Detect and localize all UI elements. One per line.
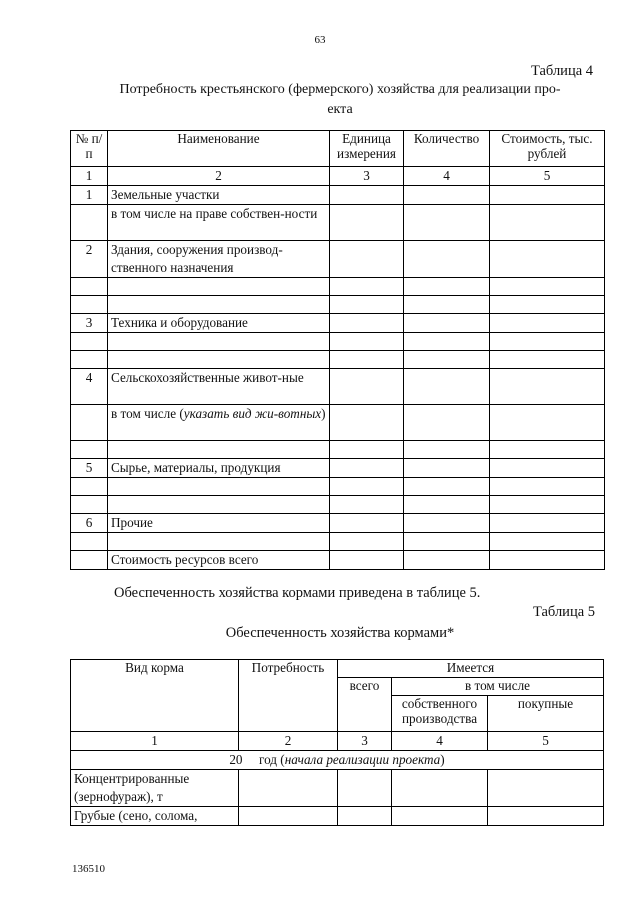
table4-cell [404, 405, 490, 441]
table4-row-name [108, 186, 330, 205]
table4-row [71, 186, 605, 205]
table4-cell [490, 459, 605, 478]
table4-row-name [108, 333, 330, 351]
table5-colnum: 4 [392, 732, 488, 751]
table4-row [71, 241, 605, 278]
table4-row-num [71, 405, 108, 441]
table5-header-total: всего [338, 678, 392, 732]
table4-row-num: 4 [71, 369, 108, 405]
table5-header-row1 [71, 660, 604, 678]
table4-row-name-text: Прочие [111, 515, 153, 530]
table4-row-num: 6 [71, 514, 108, 533]
table4-cell [330, 333, 404, 351]
table4-row [71, 533, 605, 551]
table5-header-available: Имеется [338, 660, 604, 678]
table4-cell [404, 441, 490, 459]
table5-row [71, 770, 604, 807]
table4-row-name [108, 205, 330, 241]
table4-row-name [108, 296, 330, 314]
table4-row-num [71, 533, 108, 551]
table4-row-name [108, 314, 330, 333]
table4-cell [330, 205, 404, 241]
table4-cell [330, 241, 404, 278]
table4-cell [490, 314, 605, 333]
table4-cell [404, 459, 490, 478]
table5-year-cell [71, 751, 604, 770]
table5-colnum: 1 [71, 732, 239, 751]
table4-cell [404, 333, 490, 351]
table5-cell [392, 807, 488, 826]
table4-header-qty: Количество [404, 131, 490, 167]
table4-row [71, 351, 605, 369]
table4-cell [490, 351, 605, 369]
table4-row-name [108, 278, 330, 296]
table4-cell [404, 314, 490, 333]
table4-cell [330, 296, 404, 314]
table4-body [71, 186, 605, 570]
table4-cell [404, 478, 490, 496]
table4-colnum: 4 [404, 167, 490, 186]
table4-cell [404, 496, 490, 514]
table4-cell [490, 514, 605, 533]
table5-row-name: Концентрированные (зернофураж), т [71, 770, 239, 807]
table4-row-num [71, 333, 108, 351]
table4-cell [330, 314, 404, 333]
table4-row [71, 333, 605, 351]
table4-cell [490, 551, 605, 570]
table4-row-name [108, 441, 330, 459]
table4-colnum: 1 [71, 167, 108, 186]
table4-header-row [71, 131, 605, 167]
table4-column-numbers [71, 167, 605, 186]
table4-row-num [71, 205, 108, 241]
table4-row-num [71, 496, 108, 514]
table4-row-num: 3 [71, 314, 108, 333]
table4-row-name-text: Стоимость ресурсов всего [111, 552, 259, 567]
table4-colnum: 3 [330, 167, 404, 186]
table4-row [71, 551, 605, 570]
table4-cell [330, 514, 404, 533]
year-suffix: ) [440, 752, 445, 767]
table4-title-line1: Потребность крестьянского (фермерского) хозяйства для реализации про- [119, 82, 561, 97]
table4-row-num [71, 551, 108, 570]
table4-cell [490, 405, 605, 441]
table5-header-bought: покупные [488, 696, 604, 732]
year-blank [243, 752, 256, 767]
table4-title [60, 80, 620, 120]
table4-cell [490, 333, 605, 351]
table4-cell [404, 514, 490, 533]
table5-header-feed: Вид корма [71, 660, 239, 732]
table4-row [71, 514, 605, 533]
year-prefix: 20 [229, 752, 243, 767]
table4-row-name [108, 405, 330, 441]
table4-row-name [108, 478, 330, 496]
table4-row-num [71, 278, 108, 296]
table4-cell [330, 459, 404, 478]
table4 [70, 130, 605, 570]
table4-row [71, 478, 605, 496]
table5-row [71, 807, 604, 826]
table4-colnum: 2 [108, 167, 330, 186]
table4-header-num: № п/п [71, 131, 108, 167]
table4-cell [490, 496, 605, 514]
table4-cell [404, 551, 490, 570]
table4-colnum: 5 [490, 167, 605, 186]
table4-cell [330, 496, 404, 514]
table4-cell [490, 478, 605, 496]
table4-cell [330, 551, 404, 570]
table5-title: Обеспеченность хозяйства кормами* [225, 625, 455, 641]
table5-cell [239, 807, 338, 826]
table4-cell [490, 533, 605, 551]
table4-row [71, 205, 605, 241]
table4-cell [490, 241, 605, 278]
table4-cell [404, 369, 490, 405]
table4-header-unit: Единица измерения [330, 131, 404, 167]
table5-label: Таблица 5 [533, 604, 596, 620]
table4-row [71, 314, 605, 333]
table4-cell [404, 241, 490, 278]
table4-row-name [108, 351, 330, 369]
table5-header-need: Потребность [239, 660, 338, 732]
table4-row-name [108, 533, 330, 551]
table4-row-name-after: ) [321, 406, 326, 421]
table4-row-name [108, 241, 330, 278]
table4-row [71, 459, 605, 478]
table4-cell [490, 205, 605, 241]
table4-cell [490, 186, 605, 205]
table4-row-name-text: Сельскохозяйственные живот-ные [111, 370, 304, 385]
table4-row-name [108, 551, 330, 570]
table5 [70, 659, 604, 826]
table5-colnum: 3 [338, 732, 392, 751]
table4-cell [490, 278, 605, 296]
table5-cell [338, 770, 392, 807]
table4-cell [330, 405, 404, 441]
table5-colnum: 5 [488, 732, 604, 751]
table4-row-name-italic: указать вид жи-вотных [183, 406, 322, 421]
table4-row-name-text: Земельные участки [111, 187, 220, 202]
table5-colnum: 2 [239, 732, 338, 751]
table4-cell [490, 441, 605, 459]
table4-cell [330, 351, 404, 369]
table4-row [71, 441, 605, 459]
table4-cell [330, 186, 404, 205]
table4-row-num [71, 351, 108, 369]
table4-row-name [108, 496, 330, 514]
table4-label: Таблица 4 [531, 63, 594, 79]
table4-cell [330, 369, 404, 405]
table5-cell [392, 770, 488, 807]
table4-row-name-text: в том числе ( [111, 406, 184, 421]
table4-row-num [71, 441, 108, 459]
table4-cell [404, 533, 490, 551]
table4-row-num: 5 [71, 459, 108, 478]
table4-cell [490, 296, 605, 314]
table4-header-cost: Стоимость, тыс. рублей [490, 131, 605, 167]
paragraph: Обеспеченность хозяйства кормами приведена в таблице 5. [114, 585, 481, 601]
table4-row [71, 278, 605, 296]
table5-cell [488, 770, 604, 807]
table5-header-including: в том числе [392, 678, 604, 696]
table4-row [71, 405, 605, 441]
table5-cell [239, 770, 338, 807]
table4-cell [404, 278, 490, 296]
table4-row-num: 2 [71, 241, 108, 278]
footer-code: 136510 [72, 863, 105, 875]
table4-row [71, 369, 605, 405]
table4-row-name-text: Здания, сооружения производ-ственного назначения [111, 242, 283, 275]
table4-row-num [71, 478, 108, 496]
table4-row-name-text: Техника и оборудование [111, 315, 248, 330]
table4-row-name [108, 514, 330, 533]
table4-row-num: 1 [71, 186, 108, 205]
table4-title-line2: екта [327, 102, 353, 117]
table4-row [71, 496, 605, 514]
table5-year-row [71, 751, 604, 770]
table4-cell [330, 478, 404, 496]
table5-row-name: Грубые (сено, солома, [71, 807, 239, 826]
table4-cell [490, 369, 605, 405]
table4-cell [330, 278, 404, 296]
table4-cell [404, 186, 490, 205]
table5-cell [488, 807, 604, 826]
table4-row [71, 296, 605, 314]
table4-row-name-text: в том числе на праве собствен-ности [111, 206, 318, 221]
table5-cell [338, 807, 392, 826]
table4-cell [404, 296, 490, 314]
table4-cell [330, 533, 404, 551]
table5-header-own: собственного производства [392, 696, 488, 732]
table4-header-name: Наименование [108, 131, 330, 167]
table4-row-name [108, 459, 330, 478]
table4-cell [404, 205, 490, 241]
table5-column-numbers [71, 732, 604, 751]
table4-cell [404, 351, 490, 369]
year-italic: начала реализации проекта [284, 752, 441, 767]
table4-row-name-text: Сырье, материалы, продукция [111, 460, 281, 475]
table4-row-name [108, 369, 330, 405]
table4-row-num [71, 296, 108, 314]
table4-cell [330, 441, 404, 459]
page-number: 63 [314, 34, 326, 46]
year-mid: год ( [255, 752, 285, 767]
